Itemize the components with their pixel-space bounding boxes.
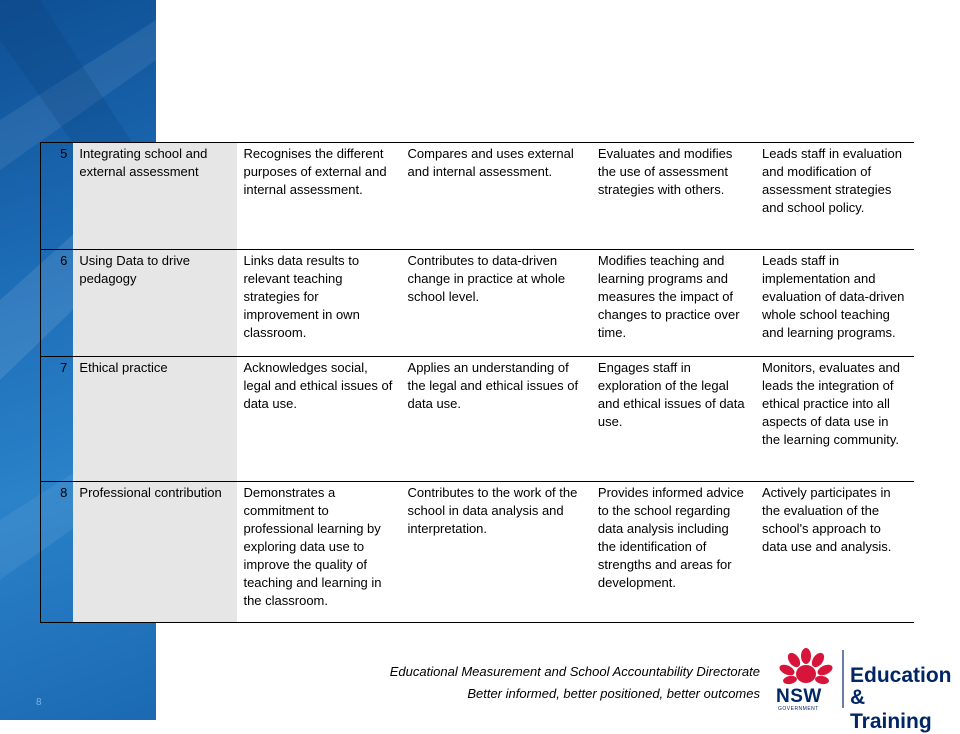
table-row (41, 357, 915, 482)
level-cell: Contributes to data-driven change in practice at whole school level. (402, 250, 592, 357)
logo-department-line1: Education (850, 664, 952, 687)
level-cell: Compares and uses external and internal assessment. (402, 143, 592, 250)
footer-tagline: Better informed, better positioned, better outcomes (467, 686, 760, 701)
data-skills-framework-table (40, 142, 914, 623)
table-row (41, 143, 915, 250)
row-number: 6 (41, 250, 74, 357)
aspect-cell: Using Data to drive pedagogy (73, 250, 237, 357)
level-cell: Contributes to the work of the school in data analysis and interpretation. (402, 482, 592, 623)
level-cell: Leads staff in implementation and evaluation of data-driven whole school teaching and learning programs. (756, 250, 914, 357)
table-row (41, 482, 915, 623)
table-row (41, 250, 915, 357)
level-cell: Engages staff in exploration of the legal and ethical issues of data use. (592, 357, 756, 482)
level-cell: Leads staff in evaluation and modification of assessment strategies and school policy. (756, 143, 914, 250)
level-cell: Provides informed advice to the school regarding data analysis including the identification of strengths and areas for development. (592, 482, 756, 623)
page-number: 8 (36, 697, 42, 708)
footer-directorate: Educational Measurement and School Accountability Directorate (389, 664, 760, 679)
aspect-cell: Ethical practice (73, 357, 237, 482)
logo-government-text: GOVERNMENT (778, 706, 819, 712)
nsw-education-logo (772, 644, 952, 733)
level-cell: Acknowledges social, legal and ethical issues of data use. (237, 357, 401, 482)
level-cell: Recognises the different purposes of external and internal assessment. (237, 143, 401, 250)
waratah-icon (774, 644, 838, 688)
row-number: 8 (41, 482, 74, 623)
logo-nsw-text: NSW (776, 686, 822, 707)
level-cell: Modifies teaching and learning programs and measures the impact of changes to practice over time. (592, 250, 756, 357)
row-number: 5 (41, 143, 74, 250)
aspect-cell: Integrating school and external assessment (73, 143, 237, 250)
level-cell: Actively participates in the evaluation of the school's approach to data use and analysis. (756, 482, 914, 623)
row-number: 7 (41, 357, 74, 482)
level-cell: Links data results to relevant teaching strategies for improvement in own classroom. (237, 250, 401, 357)
level-cell: Evaluates and modifies the use of assessment strategies with others. (592, 143, 756, 250)
logo-divider (842, 650, 844, 708)
level-cell: Monitors, evaluates and leads the integration of ethical practice into all aspects of data use in the learning community. (756, 357, 914, 482)
logo-department-line2: & Training (850, 686, 932, 733)
level-cell: Applies an understanding of the legal and ethical issues of data use. (402, 357, 592, 482)
level-cell: Demonstrates a commitment to professional learning by exploring data use to improve the quality of teaching and learning in the classroom. (237, 482, 401, 623)
aspect-cell: Professional contribution (73, 482, 237, 623)
